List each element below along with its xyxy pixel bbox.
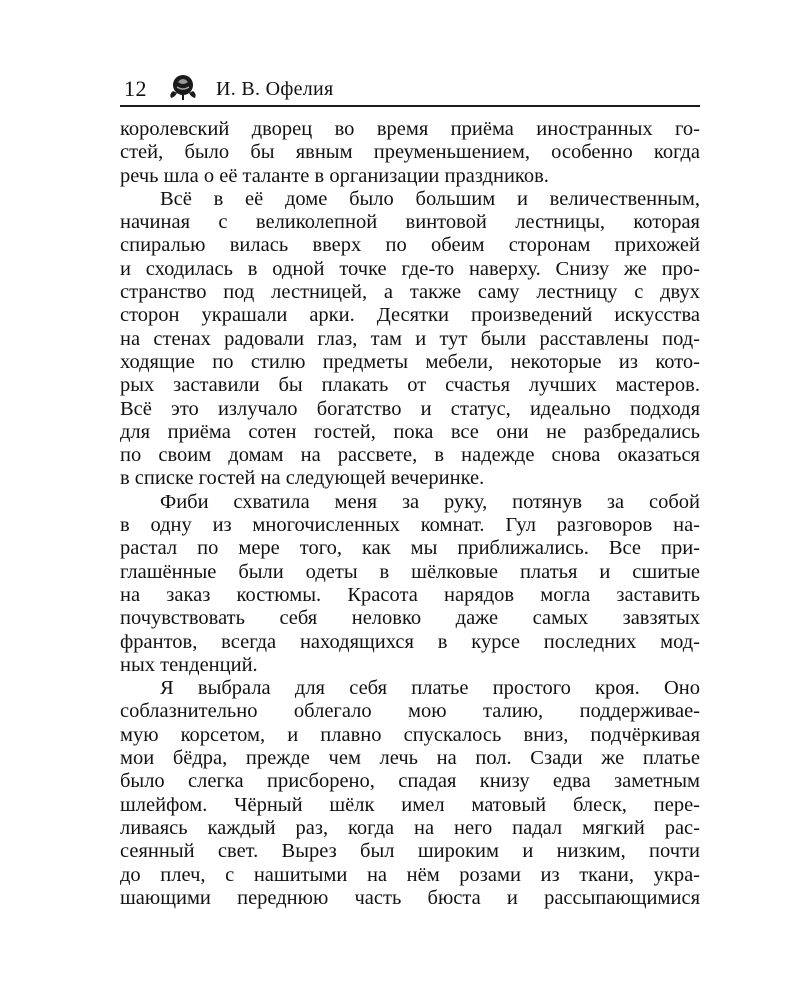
text-line: по своим домам на рассвете, в надежде снова оказаться [120,444,700,467]
text-line: королевский дворец во время приёма иностранных го- [120,118,700,140]
text-line: странство под лестницей, а также саму лестницу с двух [120,281,700,304]
text-line: почувствовать себя неловко даже самых завзятых [120,607,700,630]
text-line: Фиби схватила меня за руку, потянув за собой [160,490,700,513]
body-text [120,118,700,910]
text-line: для приёма сотен гостей, пока все они не разбредались [120,420,700,443]
text-line: сторон украшали арки. Десятки произведений искусства [120,304,700,327]
text-line: мую корсетом, и плавно спускалось вниз, подчёркивая [120,723,700,746]
page-header [120,70,700,104]
text-line: ных тенденций. [120,653,258,676]
text-line: соблазнительно облегало мою талию, поддерживае- [120,700,700,723]
text-line: Я выбрала для себя платье простого кроя. Оно [160,677,700,700]
text-line: ходящие по стилю предметы мебели, некоторые из кото- [120,350,700,373]
text-line: спиралью вилась вверх по обеим сторонам прихожей [120,234,700,257]
text-line: Всё это излучало богатство и статус, идеально подходя [120,397,700,420]
text-line: франтов, всегда находящихся в курсе последних мод- [120,630,700,653]
text-line: глашённые были одеты в шёлковые платья и сшитые [120,560,700,583]
header-rule [120,105,700,107]
text-line: на стенах радовали глаз, там и тут были расставлены под- [120,327,700,350]
text-line: растал по мере того, как мы приближались. Все при- [120,537,700,560]
text-line: в списке гостей на следующей вечеринке. [120,467,485,490]
text-line: рых заставили бы плакать от счастья лучших мастеров. [120,374,700,397]
text-line: мои бёдра, прежде чем лечь на пол. Сзади же платье [120,747,700,770]
text-line: было слегка присборено, спадая книзу едва заметным [120,770,700,793]
text-line: ливаясь каждый раз, когда на него падал мягкий рас- [120,816,700,839]
page-number: 12 [124,76,147,101]
text-line: речь шла о её таланте в организации праздников. [120,164,549,187]
text-line: Всё в её доме было большим и величественным, [160,187,700,210]
text-line: в одну из многочисленных комнат. Гул разговоров на- [120,514,700,537]
text-line: и сходилась в одной точке где-то наверху. Снизу же про- [120,257,700,280]
running-head: И. В. Офелия [216,78,334,100]
rose-emblem-icon [166,72,200,102]
text-line: до плеч, с нашитыми на нём розами из ткани, укра- [120,863,700,886]
text-line: шлейфом. Чёрный шёлк имел матовый блеск, пере- [120,793,700,816]
text-line: шающими переднюю часть бюста и рассыпающимися [120,886,700,909]
text-line: начиная с великолепной винтовой лестницы, которая [120,211,700,234]
text-line: сеянный свет. Вырез был широким и низким, почти [120,840,700,863]
text-line: стей, было бы явным преуменьшением, особенно когда [120,141,700,164]
text-line: на заказ костюмы. Красота нарядов могла заставить [120,583,700,606]
